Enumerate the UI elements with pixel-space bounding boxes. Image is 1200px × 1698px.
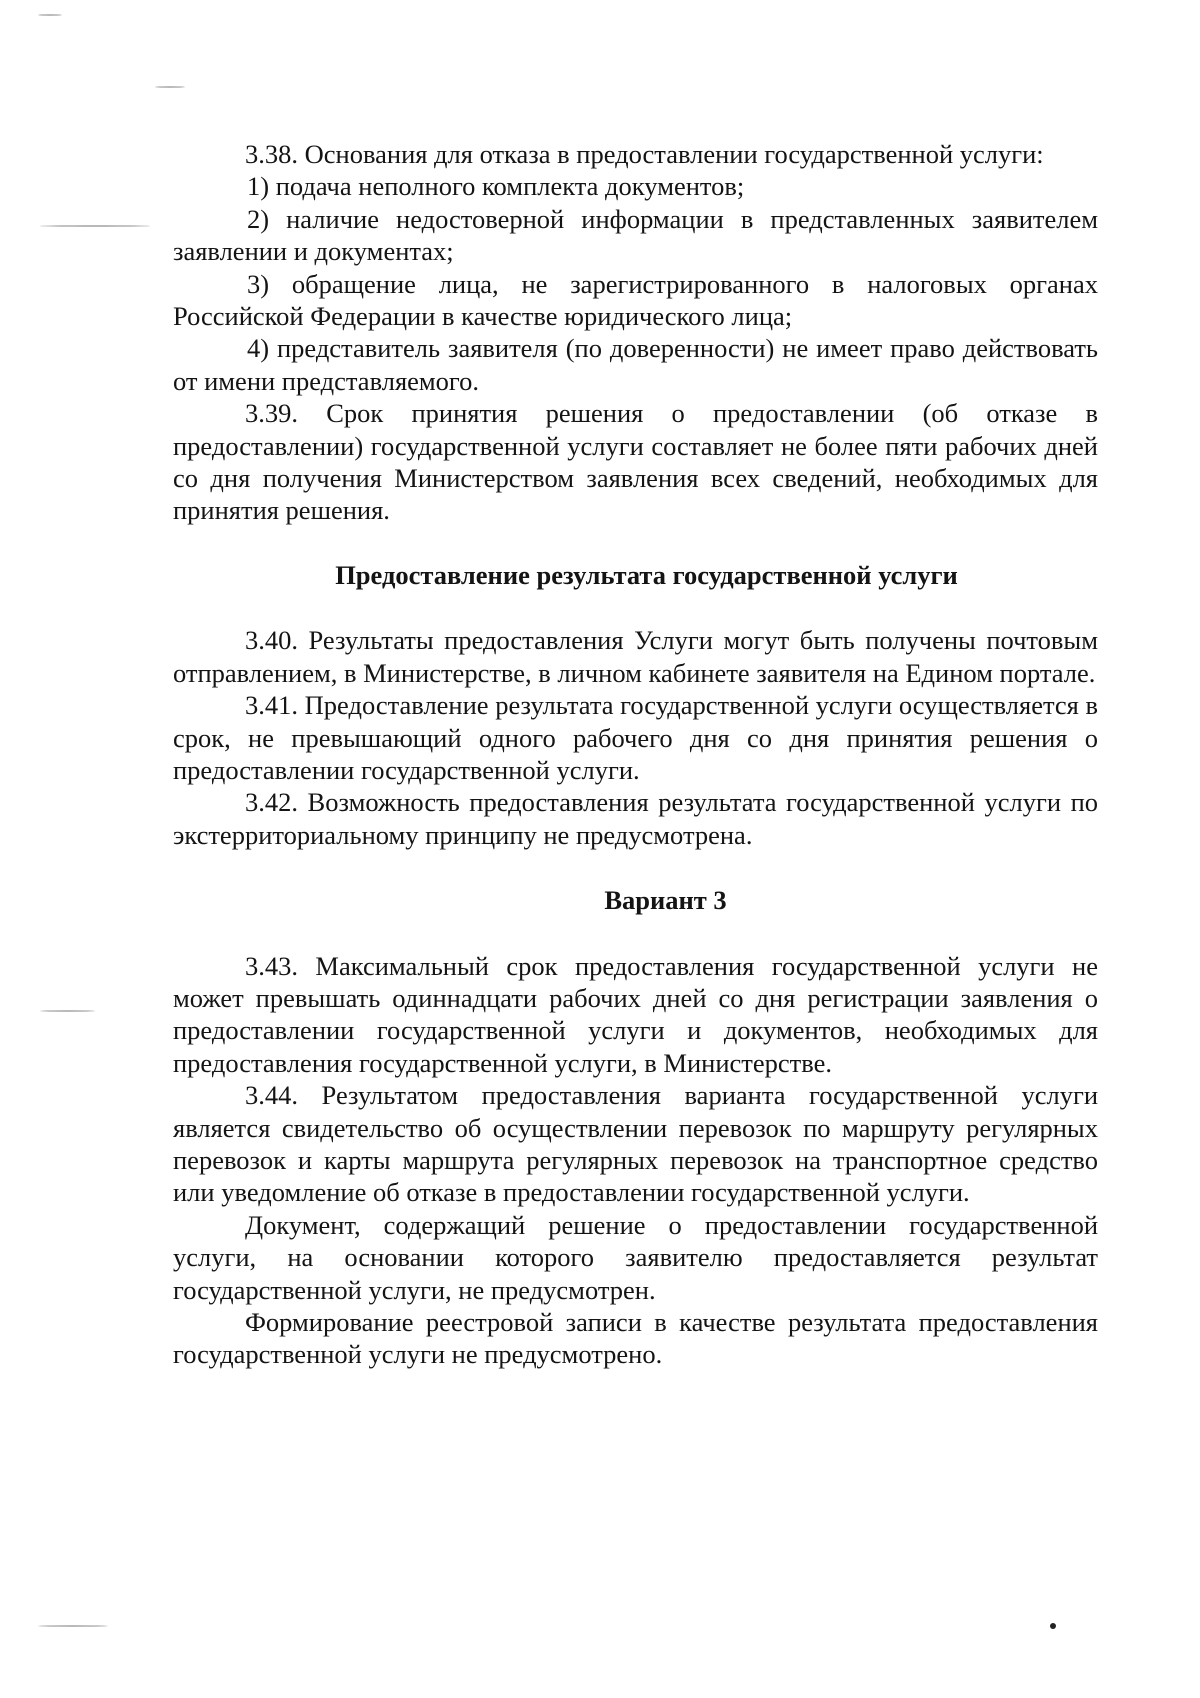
list-item: 3) обращение лица, не зарегистрированного в налоговых органах Российской Федерации в качестве юридического лица; xyxy=(173,268,1098,332)
list-item: 1) подача неполного комплекта документов; xyxy=(247,171,745,202)
paragraph: 3.41. Предоставление результата государственной услуги осуществляется в срок, не превышающий одного рабочего дня со дня принятия решения о предоставлении государственной услуги. xyxy=(173,690,1098,785)
scan-speck xyxy=(38,14,62,16)
scan-speck xyxy=(40,225,150,227)
paragraph: 3.42. Возможность предоставления результата государственной услуги по экстерриториальному принципу не предусмотрена. xyxy=(173,787,1098,850)
scan-speck xyxy=(38,1625,108,1627)
paragraph: 3.40. Результаты предоставления Услуги могут быть получены почтовым отправлением, в Министерстве, в личном кабинете заявителя на Едином портале. xyxy=(173,625,1098,688)
paragraph: Формирование реестровой записи в качестве результата предоставления государственной услуги не предусмотрено. xyxy=(173,1307,1098,1370)
section-heading: Вариант 3 xyxy=(604,885,727,916)
scan-speck xyxy=(155,86,185,88)
paragraph: 3.43. Максимальный срок предоставления государственной услуги не может превышать одиннадцати рабочих дней со дня регистрации заявления о предоставлении государственной услуги и документов, необходимых для предоставления государственной услуги, в Министерстве. xyxy=(173,950,1098,1078)
list-item: 2) наличие недостоверной информации в представленных заявителем заявлении и документах; xyxy=(173,203,1098,267)
page-dot xyxy=(1050,1623,1056,1629)
paragraph: 3.38. Основания для отказа в предоставлении государственной услуги: xyxy=(245,139,1044,169)
document-page xyxy=(173,138,1098,1371)
paragraph: 3.39. Срок принятия решения о предоставлении (об отказе в предоставлении) государственной услуги составляет не более пяти рабочих дней со дня получения Министерством заявления всех сведений, необходимых для принятия решения. xyxy=(173,398,1098,526)
list-item: 4) представитель заявителя (по доверенности) не имеет право действовать от имени представляемого. xyxy=(173,333,1098,396)
scan-speck xyxy=(40,1010,95,1012)
paragraph: 3.44. Результатом предоставления варианта государственной услуги является свидетельство об осуществлении перевозок по маршруту регулярных перевозок и карты маршрута регулярных перевозок на транспортное средство или уведомление об отказе в предоставлении государственной услуги. xyxy=(173,1080,1098,1208)
section-heading: Предоставление результата государственной услуги xyxy=(335,559,958,590)
paragraph: Документ, содержащий решение о предоставлении государственной услуги, на основании которого заявителю предоставляется результат государственной услуги, не предусмотрен. xyxy=(173,1209,1098,1305)
